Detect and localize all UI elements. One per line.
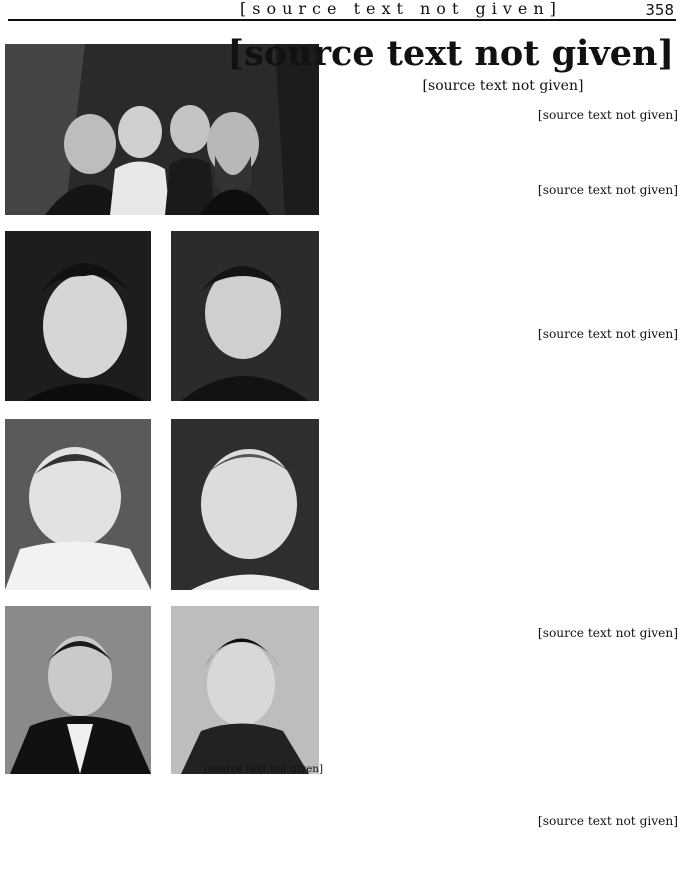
portrait-baby-right [171,419,319,590]
paragraph-4: [source text not given] [537,626,678,640]
portrait-woman-left [5,231,151,401]
paragraph-2: [source text not given] [537,183,678,197]
photo-caption: [source text not given] [203,763,323,775]
article-byline: [source text not given] [422,78,584,94]
page-number: 358 [645,1,674,19]
article-title: [source text not given] [227,33,674,74]
header-rule [8,19,676,21]
paragraph-3: [source text not given] [537,327,678,341]
running-head: [source text not given] [240,0,562,18]
portrait-man [5,606,151,774]
portrait-baby-left [5,419,151,590]
paragraph-5: [source text not given] [537,814,678,828]
portrait-woman-right [171,231,319,401]
paragraph-1: [source text not given] [537,108,678,122]
portrait-young-woman [171,606,319,774]
page-header [0,0,682,22]
